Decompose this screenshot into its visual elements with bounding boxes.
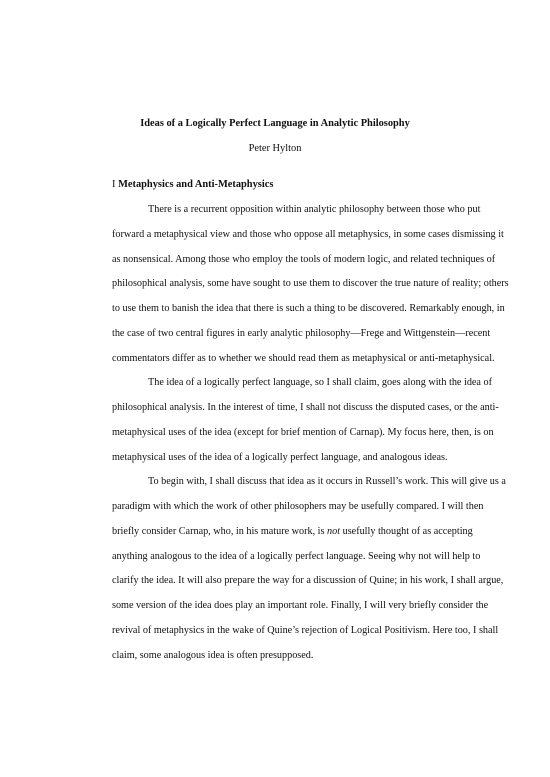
line-head: briefly consider Carnap, who, in his mature work, is — [112, 525, 328, 537]
paragraph-1-line: There is a recurrent opposition within analytic philosophy between those who put — [148, 204, 481, 215]
paragraph-3-line: claim, some analogous idea is often presupposed. — [112, 649, 314, 661]
emphasis-word: not — [327, 525, 341, 537]
paragraph-1-line: as nonsensical. Among those who employ the tools of modern logic, and related techniques of — [112, 253, 496, 265]
section-heading-text: Metaphysics and Anti-Metaphysics — [118, 179, 274, 190]
section-number: I — [112, 179, 116, 190]
paragraph-2-line: The idea of a logically perfect language, so I shall claim, goes along with the idea of — [148, 377, 492, 389]
paragraph-3-line: clarify the idea. It will also prepare the way for a discussion of Quine; in his work, I shall argue, — [112, 575, 504, 587]
line-tail: usefully thought of as accepting — [340, 525, 473, 537]
paragraph-1-line: the case of two central figures in early analytic philosophy—Frege and Wittgenstein—recent — [112, 327, 491, 339]
paragraph-1-line: commentators differ as to whether we should read them as metaphysical or anti-metaphysical. — [112, 352, 495, 364]
paragraph-2-line: philosophical analysis. In the interest of time, I shall not discuss the disputed cases, or the anti- — [112, 402, 499, 413]
paragraph-3-line: revival of metaphysics in the wake of Quine’s rejection of Logical Positivism. Here too, I shall — [112, 624, 499, 636]
paper-title: Ideas of a Logically Perfect Language in Analytic Philosophy — [140, 118, 410, 129]
paragraph-1-line: philosophical analysis, some have sought to use them to discover the true nature of reality; others — [112, 278, 509, 290]
paragraph-1-line: forward a metaphysical view and those who oppose all metaphysics, in some cases dismissing it — [112, 228, 504, 240]
paragraph-3-line: To begin with, I shall discuss that idea as it occurs in Russell’s work. This will give us a — [148, 476, 506, 488]
paragraph-2-line: metaphysical uses of the idea of a logically perfect language, and analogous ideas. — [112, 451, 448, 463]
paper-author: Peter Hylton — [248, 143, 302, 154]
paragraph-3-line: paradigm with which the work of other philosophers may be usefully compared. I will then — [112, 501, 484, 512]
paragraph-3-line: some version of the idea does play an important role. Finally, I will very briefly consider the — [112, 600, 489, 611]
paragraph-3-line-with-emphasis — [112, 520, 488, 545]
body-text — [112, 198, 509, 668]
paragraph-3-line: anything analogous to the idea of a logically perfect language. Seeing why not will help to — [112, 550, 481, 562]
section-heading — [112, 178, 273, 192]
paragraph-2-line: metaphysical uses of the idea (except for brief mention of Carnap). My focus here, then, is on — [112, 426, 494, 438]
paragraph-1-line: to use them to banish the idea that there is such a thing to be discovered. Remarkably enough, in — [112, 303, 505, 314]
